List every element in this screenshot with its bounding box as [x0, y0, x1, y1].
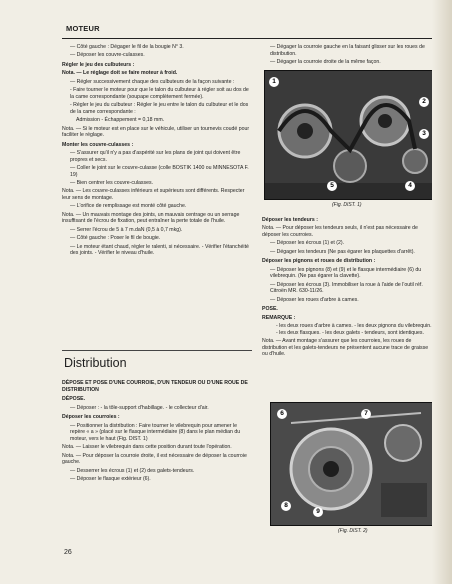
paragraph: Nota. — Laisser le vilebrequin dans cette position durant toute l'opération.	[62, 444, 232, 451]
figure-1-caption: (Fig. DIST. 1)	[332, 202, 362, 208]
paragraph: Nota. — Pour déposer la courroie droite, il est nécessaire de déposer la courroie gauche.	[62, 452, 247, 466]
figure-callout-label: 3	[419, 129, 429, 139]
paragraph: — Déposer les roues d'arbre à cames.	[270, 296, 359, 303]
distribution-title: Distribution	[64, 356, 127, 370]
paragraph: Régler le jeu des culbuteurs :	[62, 61, 135, 68]
page-edge-shadow	[432, 0, 452, 584]
paragraph: Nota. — Les couvre-culasses inférieurs et supérieurs sont différents. Respecter leur sens de montage.	[62, 188, 245, 202]
paragraph: — S'assurer qu'il n'y a pas d'aspérité sur les plans de joint qui doivent être propres et secs.	[70, 150, 241, 163]
paragraph: — Coller le joint sur le couvre-culasse (colle BOSTIK 1400 ou MINNESOTA F. 19)	[70, 165, 249, 178]
figure-callout-label: 2	[419, 97, 429, 107]
paragraph: — L'orifice de remplissage est monté côté gauche.	[70, 203, 187, 210]
paragraph: — Déposer le flasque extérieur (6).	[70, 475, 151, 482]
paragraph: - Faire tourner le moteur pour que le talon du culbuteur à régler soit au dos de la came correspondante (soupape complètement fermée).	[70, 87, 249, 100]
left-column-top	[62, 44, 252, 259]
paragraph: — Dégager la courroie gauche en la faisant glisser sur les roues de distribution.	[270, 44, 425, 57]
figure-callout-label: 6	[277, 409, 287, 419]
section-header: MOTEUR	[66, 24, 100, 33]
page-number: 26	[64, 549, 72, 556]
paragraph: — Régler successivement chaque des culbuteurs de la façon suivante :	[70, 78, 235, 85]
paragraph: - Régler le jeu du culbuteur : Régler le jeu entre le talon du culbuteur et le dos de la came correspondante :	[70, 102, 249, 115]
paragraph: — Dégager les tendeurs (Ne pas égarer les plaquettes d'arrêt).	[270, 248, 415, 255]
left-column-bottom	[62, 380, 252, 484]
paragraph: Nota. — Un mauvais montage des joints, un mauvais centrage ou un serrage insuffisant de l'écrou de fixation, peut entraîner la perte totale de l'huile.	[62, 211, 240, 225]
paragraph: Nota. — Le réglage doit se faire moteur à froid.	[62, 70, 178, 77]
paragraph: DÉPOSE ET POSE D'UNE COURROIE, D'UN TENDEUR OU D'UNE ROUE DE DISTRIBUTION	[62, 380, 248, 393]
paragraph: — Déposer les couvre-culasses.	[70, 52, 145, 59]
section-divider	[62, 350, 252, 351]
paragraph: DÉPOSE.	[62, 396, 86, 403]
engine-timing-photo-2	[271, 403, 435, 525]
engine-timing-photo-1	[265, 71, 435, 199]
figure-callout-label: 9	[313, 507, 323, 517]
paragraph: - les deux roues d'arbre à cames. - les deux pignons du vilebrequin. - les deux flasques. - les deux galets - tendeurs, sont identiques.	[276, 323, 432, 336]
paragraph: — Côté gauche : Poser le fil de bougie.	[70, 235, 161, 242]
header-rule	[62, 38, 434, 39]
figure-callout-label: 1	[269, 77, 279, 87]
paragraph: — Bien centrer les couvre-culasses.	[70, 180, 154, 187]
paragraph: Admission - Échappement = 0,18 mm.	[76, 117, 165, 124]
figure-callout-label: 7	[361, 409, 371, 419]
paragraph: REMARQUE :	[262, 314, 296, 321]
paragraph: — Serrer l'écrou de 5 à 7 m.daN (0,5 à 0,7 mkg).	[70, 226, 183, 233]
figure-callout-label: 4	[405, 181, 415, 191]
paragraph: — Desserrer les écrous (1) et (2) des galets-tendeurs.	[70, 467, 195, 474]
figure-callout-label: 8	[281, 501, 291, 511]
paragraph: — Positionner la distribution : Faire tourner le vilebrequin pour amener le repère « a » (placé sur le flasque intermédiaire (8) dans le plan médian du moteur, vers le haut (Fig. DIST. 1)	[70, 422, 241, 442]
paragraph: — Déposer les pignons (8) et (9) et le flasque intermédiaire (6) du vilebrequin. (Ne pas égarer la clavette).	[270, 266, 422, 280]
paragraph: — Déposer les écrous (1) et (2).	[270, 240, 345, 247]
figure-dist-2	[270, 402, 436, 526]
paragraph: — Côté gauche : Dégager le fil de la bougie N° 3.	[70, 44, 184, 50]
paragraph: — Le moteur étant chaud, régler le ralenti, si nécessaire. - Vérifier l'étanchéité des joints. - Vérifier le niveau d'huile.	[70, 243, 249, 257]
paragraph: Monter les couvre-culasses :	[62, 141, 134, 148]
figure-callout-label: 5	[327, 181, 337, 191]
paragraph: POSE.	[262, 306, 278, 313]
paragraph: Déposer les pignons et roues de distribution :	[262, 258, 376, 265]
paragraph: Déposer les tendeurs :	[262, 217, 318, 223]
paragraph: Nota. — Avant montage s'assurer que les courroies, les roues de distribution et les galets-tendeurs ne présentent aucune trace de graisse ou d'huile.	[262, 338, 429, 358]
paragraph: — Déposer les écrous (3). Immobiliser la roue à l'aide de l'outil réf. Citroën MR. 630-11/26.	[270, 281, 423, 295]
paragraph: — Dégager la courroie droite de la même façon.	[270, 58, 381, 65]
paragraph: Nota. — Pour déposer les tendeurs seuls, il n'est pas nécessaire de déposer les courroies.	[262, 225, 418, 238]
paragraph: Nota. — Si le moteur est en place sur le véhicule, utiliser un tournevis coudé pour faciliter le réglage.	[62, 125, 250, 139]
paragraph: — Déposer : - la tôle-support d'habillage. - le collecteur d'air.	[70, 404, 209, 411]
right-column-top	[262, 44, 434, 67]
paragraph: Déposer les courroies :	[62, 414, 120, 421]
figure-2-caption: (Fig. DIST. 2)	[338, 528, 368, 534]
figure-dist-1	[264, 70, 436, 200]
right-column-middle	[262, 214, 434, 360]
